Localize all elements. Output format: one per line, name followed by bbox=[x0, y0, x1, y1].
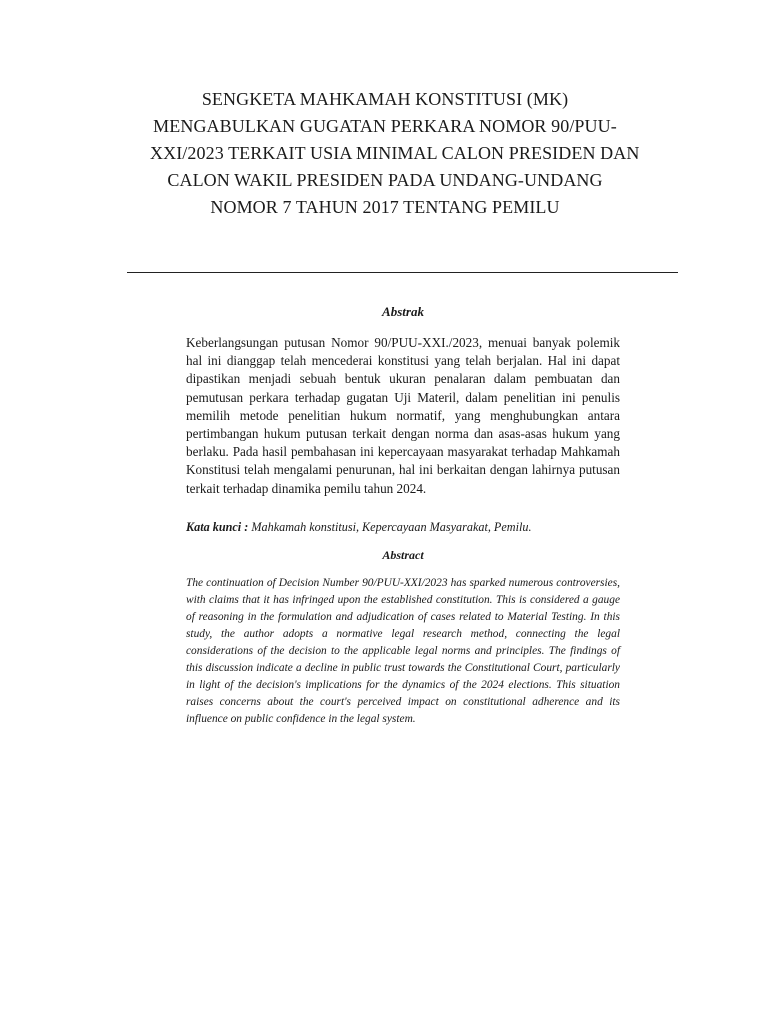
paper-title bbox=[150, 86, 640, 221]
title-line: MENGABULKAN GUGATAN PERKARA NOMOR 90/PUU- bbox=[153, 116, 617, 136]
title-line: XXI/2023 TERKAIT USIA MINIMAL CALON PRESIDEN DAN bbox=[150, 143, 640, 163]
keywords-label: Kata kunci : bbox=[186, 520, 249, 534]
keywords-value: Mahkamah konstitusi, Kepercayaan Masyarakat, Pemilu. bbox=[248, 520, 532, 534]
title-divider bbox=[127, 272, 678, 273]
abstract-heading: Abstract bbox=[382, 548, 424, 562]
abstrak-heading: Abstrak bbox=[382, 304, 424, 319]
abstrak-paragraph: Keberlangsungan putusan Nomor 90/PUU-XXI./2023, menuai banyak polemik hal ini dianggap telah mencederai konstitusi yang telah berjalan. Hal ini dapat dipastikan menjadi sebuah bentuk ukuran penalaran dalam pembuatan dan pemutusan perkara terhadap gugatan Uji Materil, dalam penelitian ini penulis memilih metode penelitian hukum normatif, yang menghubungkan antara pertimbangan hukum putusan terkait dengan norma dan asas-asas hukum yang berlaku. Pada hasil pembahasan ini kepercayaan masyarakat terhadap Mahkamah Konstitusi telah mengalami penurunan, hal ini berkaitan dengan lahirnya putusan terkait terhadap dinamika pemilu tahun 2024. bbox=[186, 335, 620, 496]
title-line: CALON WAKIL PRESIDEN PADA UNDANG-UNDANG bbox=[167, 170, 603, 190]
title-line: NOMOR 7 TAHUN 2017 TENTANG PEMILU bbox=[210, 197, 560, 217]
abstract-paragraph: The continuation of Decision Number 90/PUU-XXI/2023 has sparked numerous controversies, with claims that it has infringed upon the established constitution. This is considered a gauge of reasoning in the formulation and adjudication of cases related to Material Testing. In this study, the author adopts a normative legal research method, connecting the legal considerations of the decision to the applicable legal norms and principles. The findings of this discussion indicate a decline in public trust towards the Constitutional Court, particularly in light of the decision's implications for the dynamics of the 2024 elections. This situation raises concerns about the court's perceived impact on constitutional adherence and its influence on public confidence in the legal system. bbox=[186, 577, 620, 725]
keywords-line bbox=[186, 519, 620, 535]
title-line: SENGKETA MAHKAMAH KONSTITUSI (MK) bbox=[201, 89, 569, 109]
